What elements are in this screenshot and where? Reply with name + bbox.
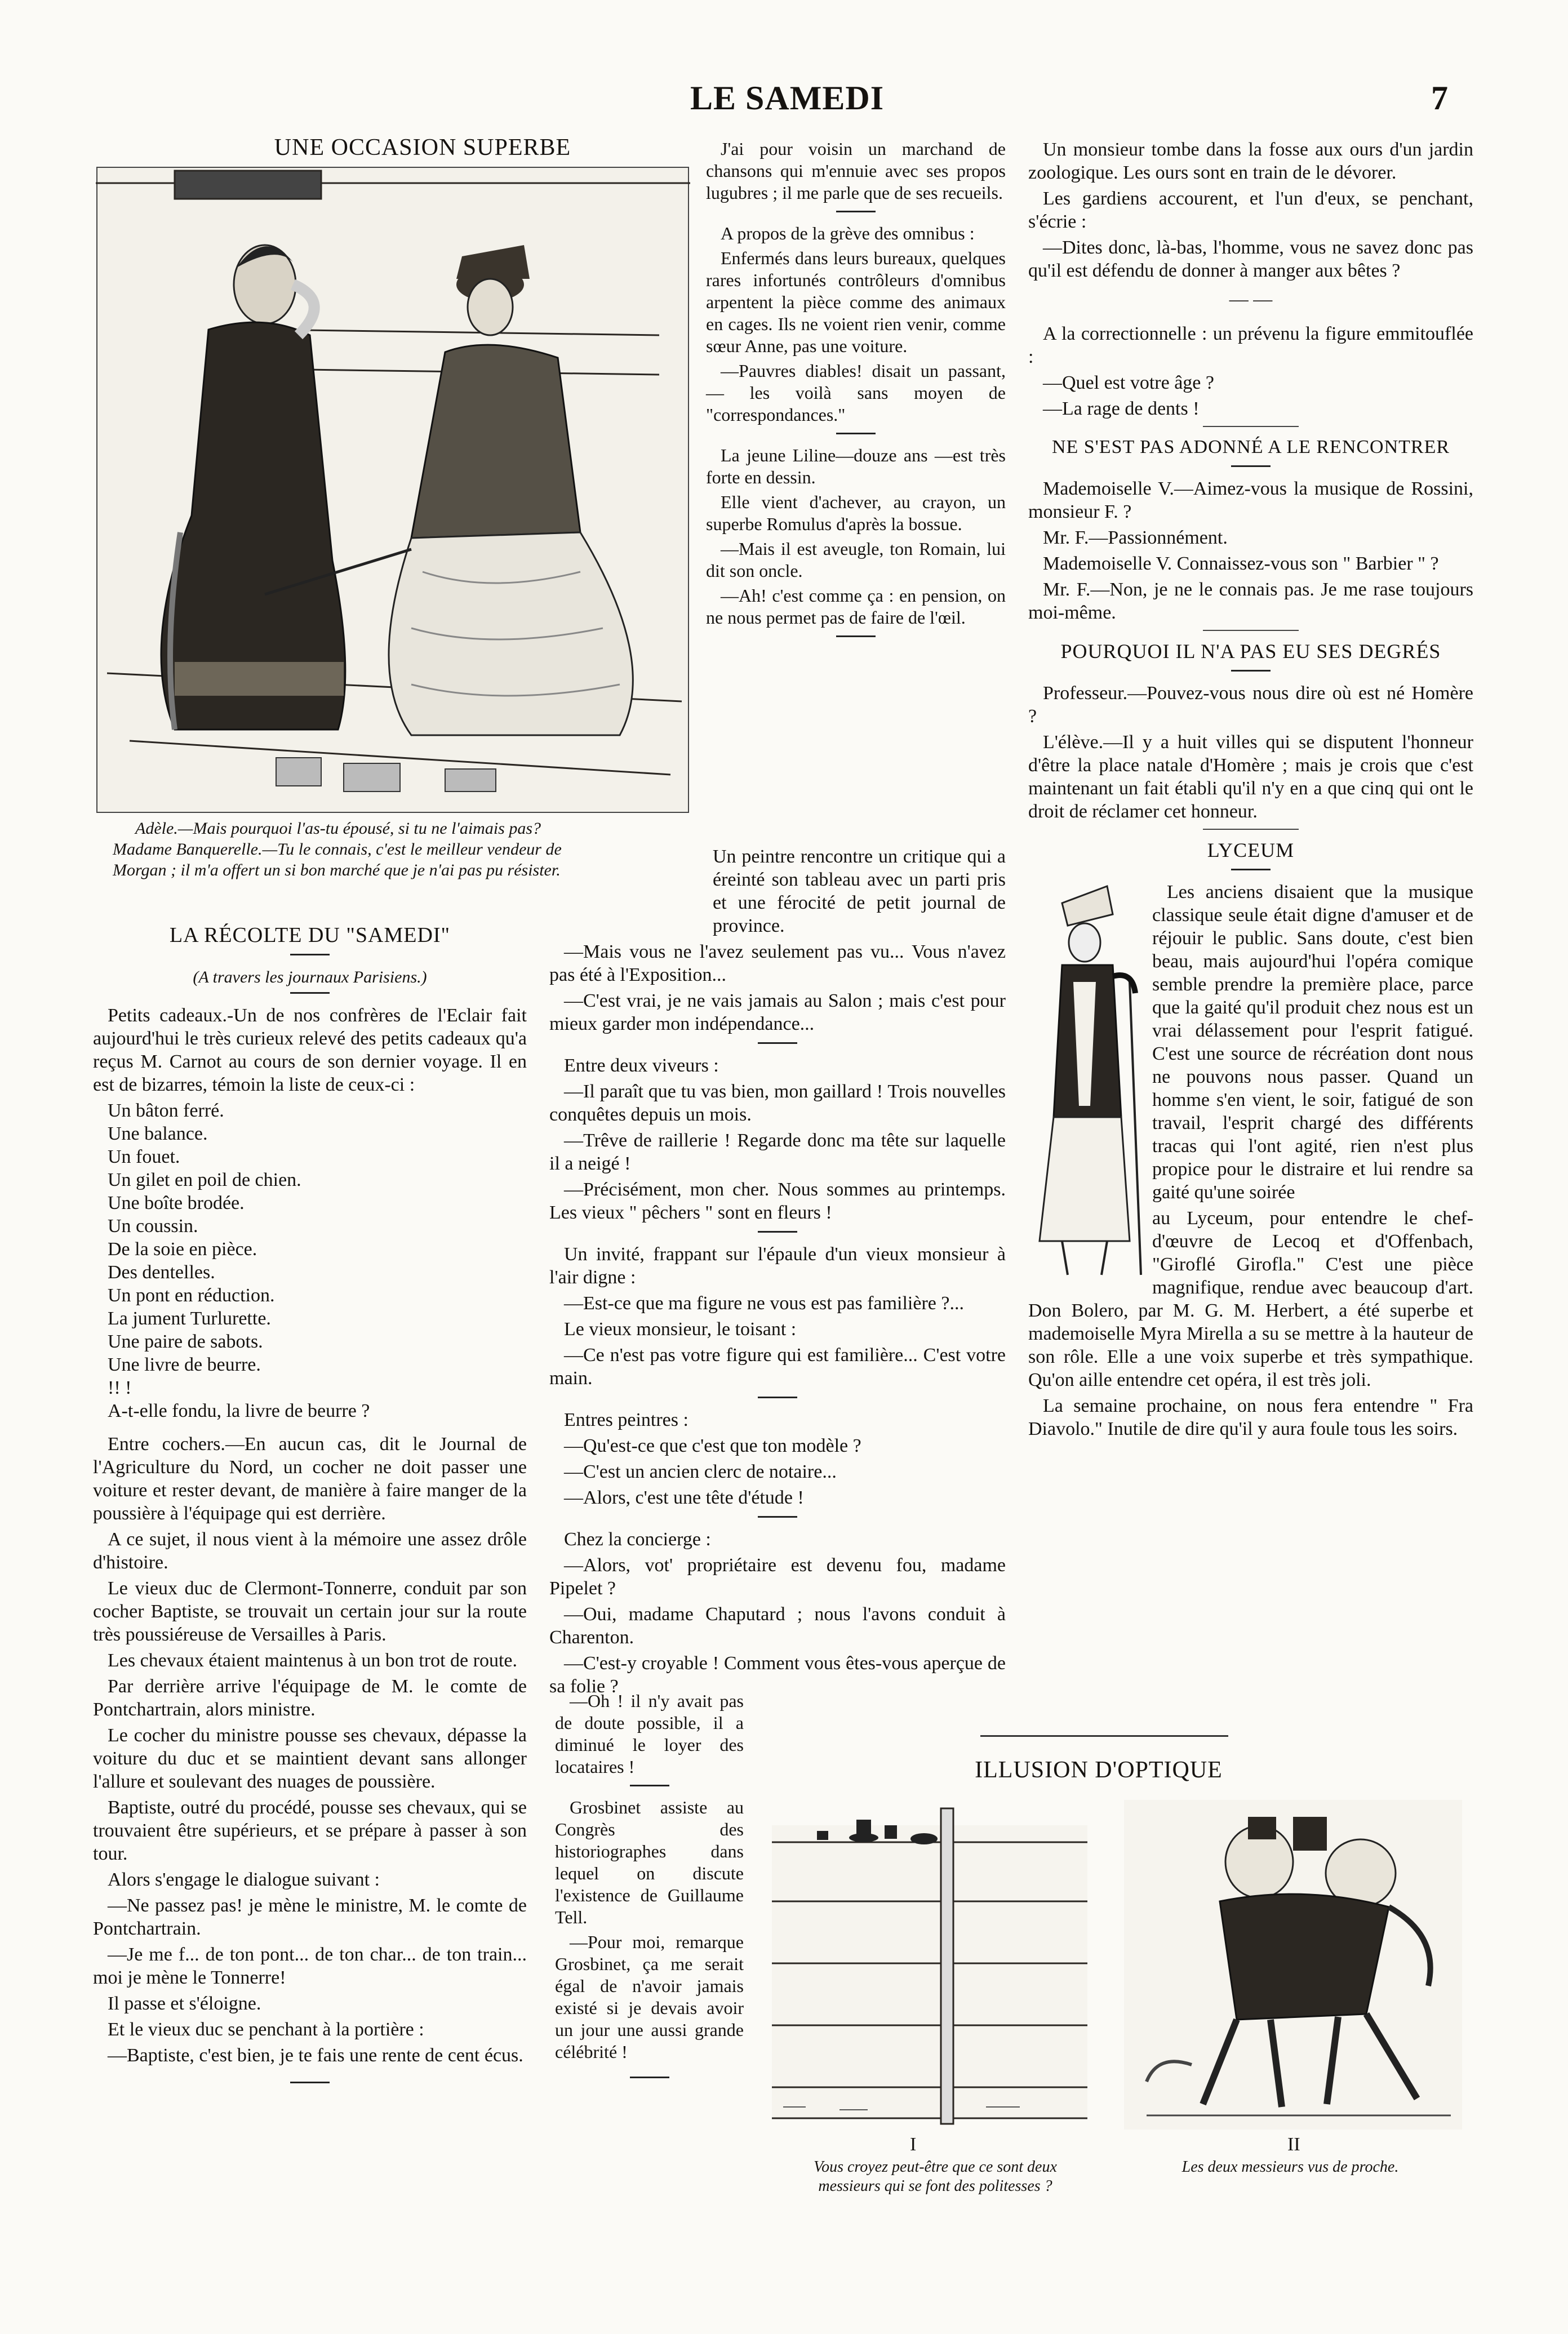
section-title-degres: POURQUOI IL N'A PAS EU SES DEGRÉS	[1060, 640, 1441, 663]
separator	[1203, 426, 1299, 427]
paragraph: A ce sujet, il nous vient à la mémoire une assez drôle d'histoire.	[93, 1529, 527, 1573]
paragraph: —Qu'est-ce que c'est que ton modèle ?	[564, 1435, 861, 1456]
paragraph: Enfermés dans leurs bureaux, quelques rares infortunés contrôleurs d'omnibus arpentent la pièce comme des animaux en cages. Ils ne voient rien venir, comme sœur Anne, pas une voiture.	[706, 248, 1006, 356]
paragraph: Par derrière arrive l'équipage de M. le comte de Pontchartrain, alors ministre.	[93, 1676, 527, 1720]
list-item: Une boîte brodée.	[108, 1193, 245, 1213]
paragraph: —C'est un ancien clerc de notaire...	[564, 1461, 837, 1482]
paragraph: —Précisément, mon cher. Nous sommes au printemps. Les vieux " pêchers " sont en fleurs !	[549, 1179, 1006, 1223]
paragraph: Mr. F.—Passionnément.	[1043, 527, 1228, 548]
separator: — —	[1229, 289, 1273, 310]
separator	[758, 1516, 797, 1518]
separator	[1231, 670, 1271, 672]
paragraph: Le cocher du ministre pousse ses chevaux, dépasse la voiture du duc et se maintient devant sans allonger l'allure et soulevant des nuages de poussière.	[93, 1725, 527, 1792]
paragraph: —Il paraît que tu vas bien, mon gaillard ! Trois nouvelles conquêtes depuis un mois.	[549, 1081, 1006, 1125]
woman-figure-icon	[1028, 881, 1147, 1286]
list-item: Une paire de sabots.	[108, 1331, 263, 1352]
paragraph: Les anciens disaient que la musique classique seule était digne d'amuser et de réjouir le public. Sans doute, c'est bien beau, mais aujourd'hui l'opéra comique semble prendre la première place, parce que la gaité qu'il produit chez nous est un vrai délassement pour l'esprit fatigué. C'est une source de récréation dont nous ne pouvons nous passer. Quand un homme s'en vient, le soir, fatigué de son travail, l'esprit chargé des différents tracas qui l'ont agité, rien n'est plus propice pour le distraire et lui rendre sa gaité qu'une soirée	[1152, 882, 1473, 1203]
list-item: Un bâton ferré.	[108, 1100, 224, 1121]
list-item: La jument Turlurette.	[108, 1308, 271, 1329]
caption-line: Adèle.—Mais pourquoi l'as-tu épousé, si tu ne l'aimais pas?	[135, 819, 541, 838]
paragraph: Le vieux duc de Clermont-Tonnerre, conduit par son cocher Baptiste, se trouvait un certain jour sur la route très poussiéreuse de Versailles à Paris.	[93, 1578, 527, 1645]
separator	[758, 1231, 797, 1233]
paragraph: —Mais il est aveugle, ton Romain, lui dit son oncle.	[706, 539, 1006, 581]
paragraph: Alors s'engage le dialogue suivant :	[108, 1869, 380, 1890]
column-recolte	[93, 924, 527, 2093]
paragraph: —Pauvres diables! disait un passant, — les voilà sans moyen de "correspondances."	[706, 361, 1006, 425]
paragraph: —Mais vous ne l'avez seulement pas vu... Vous n'avez pas été à l'Exposition...	[549, 941, 1006, 985]
paragraph: Grosbinet assiste au Congrès des historiographes dans lequel on discute l'existence de Guillaume Tell.	[555, 1797, 744, 1927]
caption-line: Madame Banquerelle.—Tu le connais, c'est le meilleur vendeur de	[113, 840, 562, 859]
list-item: Une balance.	[108, 1123, 208, 1144]
paragraph: —Alors, vot' propriétaire est devenu fou, madame Pipelet ?	[549, 1555, 1006, 1599]
paragraph: Les gardiens accourent, et l'un d'eux, se penchant, s'écrie :	[1028, 188, 1473, 232]
paragraph: —Oui, madame Chaputard ; nous l'avons conduit à Charenton.	[549, 1604, 1006, 1648]
paragraph: —Est-ce que ma figure ne vous est pas familière ?...	[564, 1293, 964, 1314]
separator	[758, 1397, 797, 1398]
list-item: Des dentelles.	[108, 1262, 215, 1283]
two-men-drawing-icon	[1124, 1800, 1462, 2130]
separator	[1231, 465, 1271, 467]
caption-line: messieurs qui se font des politesses ?	[818, 2177, 1052, 2195]
list-item: Un pont en réduction.	[108, 1285, 275, 1306]
paragraph: Un invité, frappant sur l'épaule d'un vieux monsieur à l'air digne :	[549, 1244, 1006, 1288]
column-middle-wide	[549, 845, 1006, 1701]
paragraph: Mademoiselle V.—Aimez-vous la musique de Rossini, monsieur F. ?	[1028, 478, 1473, 522]
caption-line: Vous croyez peut-être que ce sont deux	[814, 2158, 1057, 2176]
paragraph: Baptiste, outré du procédé, pousse ses chevaux, qui se trouvaient être supérieurs, et se prépare à passer à son tour.	[93, 1797, 527, 1864]
column-middle-upper	[706, 138, 1006, 647]
section-title-rencontrer: NE S'EST PAS ADONNÉ A LE RENCONTRER	[1051, 437, 1450, 457]
paragraph: —Baptiste, c'est bien, je te fais une rente de cent écus.	[108, 2045, 523, 2066]
list-item: Un gilet en poil de chien.	[108, 1170, 301, 1190]
paragraph: —Pour moi, remarque Grosbinet, ça me serait égal de n'avoir jamais existé si je devais avoir un jour une aussi grande célébrité !	[555, 1932, 744, 2062]
paragraph: Entres peintres :	[564, 1410, 689, 1430]
paragraph: Les chevaux étaient maintenus à un bon trot de route.	[108, 1650, 517, 1671]
separator	[836, 433, 876, 434]
list-item: Une livre de beurre.	[108, 1354, 261, 1375]
women-drawing-icon	[96, 166, 690, 814]
paragraph: Petits cadeaux.-Un de nos confrères de l'Eclair fait aujourd'hui le très curieux relevé des petits cadeaux qu'a reçus M. Carnot au cours de son dernier voyage. Il en est de bizarres, témoin la liste de ceux-ci :	[93, 1005, 527, 1095]
list-item: De la soie en pièce.	[108, 1239, 257, 1260]
recolte-title: LA RÉCOLTE DU "SAMEDI"	[169, 923, 451, 947]
paragraph: Elle vient d'achever, au crayon, un superbe Romulus d'après la bossue.	[706, 492, 1006, 534]
paragraph: —Quel est votre âge ?	[1043, 372, 1214, 393]
list-item: Un coussin.	[108, 1216, 198, 1237]
paragraph: L'élève.—Il y a huit villes qui se disputent l'honneur d'être la place natale d'Homère ; mais je crois que c'est maintenant un fait établi qu'il n'y en a que cinq qui ont le droit de réclamer cet honneur.	[1028, 732, 1473, 822]
paragraph: au Lyceum, pour entendre le chef-d'œuvre de Lecoq et d'Offenbach, "Giroflé Girofla." C'est une pièce magnifique, rendue avec beaucoup d'art. Don Bolero, par M. G. M. Herbert, a été superbe et mademoiselle Myra Mirella a su se mettre à la hauteur de son rôle. Elle a une voix superbe et très sympathique. Qu'on aille entendre cet opéra, il est très joli.	[1028, 1208, 1473, 1390]
separator	[836, 635, 876, 637]
illusion-panel-2	[1124, 1800, 1462, 2130]
paragraph: —La rage de dents !	[1043, 398, 1200, 419]
paragraph: Un peintre rencontre un critique qui a éreinté son tableau avec un parti pris et une férocité de petit journal de province.	[713, 846, 1006, 936]
illusion-label-1: I	[910, 2134, 917, 2155]
paragraph: —Dites donc, là-bas, l'homme, vous ne savez donc pas qu'il est défendu de donner à manger aux bêtes ?	[1028, 237, 1473, 281]
paragraph: —C'est-y croyable ! Comment vous êtes-vous aperçue de sa folie ?	[549, 1653, 1006, 1697]
separator	[290, 2082, 330, 2083]
separator	[758, 1042, 797, 1044]
paragraph: A la correctionnelle : un prévenu la figure emmitouflée :	[1028, 323, 1473, 367]
paragraph: —Ah! c'est comme ça : en pension, on ne nous permet pas de faire de l'œil.	[706, 585, 1006, 628]
separator	[290, 954, 330, 955]
paragraph: Mr. F.—Non, je ne le connais pas. Je me rase toujours moi-même.	[1028, 579, 1473, 623]
lyceum-figure	[1028, 881, 1147, 1286]
column-middle-lower	[555, 1690, 744, 2088]
paragraph: —Trêve de raillerie ! Regarde donc ma tête sur laquelle il a neigé !	[549, 1130, 1006, 1174]
section-title-lyceum: LYCEUM	[1207, 839, 1295, 861]
paragraph: Le vieux monsieur, le toisant :	[564, 1319, 797, 1340]
separator	[980, 1735, 1228, 1737]
illusion-label-2: II	[1287, 2134, 1300, 2155]
illusion-caption-1	[766, 2158, 1104, 2196]
list-item: Un fouet.	[108, 1146, 180, 1167]
illusion-title: ILLUSION D'OPTIQUE	[975, 1757, 1223, 1783]
separator	[1231, 869, 1271, 870]
paragraph: —Alors, c'est une tête d'étude !	[564, 1487, 804, 1508]
separator	[1203, 630, 1299, 631]
separator	[630, 2077, 669, 2078]
paragraph: —Ne passez pas! je mène le ministre, M. le comte de Pontchartrain.	[93, 1895, 527, 1939]
illusion-caption-2: Les deux messieurs vus de proche.	[1181, 2158, 1399, 2176]
page-number: 7	[1431, 79, 1449, 117]
paragraph: Il passe et s'éloigne.	[108, 1993, 261, 2014]
fence-drawing-icon	[772, 1803, 1087, 2130]
separator	[1203, 829, 1299, 830]
paragraph: Un monsieur tombe dans la fosse aux ours d'un jardin zoologique. Les ours sont en train de le dévorer.	[1028, 139, 1473, 183]
page-header-title: LE SAMEDI	[690, 79, 885, 117]
list-item: A-t-elle fondu, la livre de beurre ?	[108, 1401, 370, 1421]
illustration-two-women	[96, 166, 690, 814]
paragraph: —C'est vrai, je ne vais jamais au Salon ; mais c'est pour mieux garder mon indépendance...	[549, 990, 1006, 1034]
paragraph: J'ai pour voisin un marchand de chansons qui m'ennuie avec ses propos lugubres ; il me parle que de ses recueils.	[706, 139, 1006, 203]
paragraph: —Ce n'est pas votre figure qui est familière... C'est votre main.	[549, 1345, 1006, 1389]
list-item: !! !	[108, 1377, 132, 1398]
paragraph: Professeur.—Pouvez-vous nous dire où est né Homère ?	[1028, 683, 1473, 727]
paragraph: Et le vieux duc se penchant à la portière :	[108, 2019, 424, 2040]
column-right	[1028, 138, 1473, 1443]
illusion-panel-1	[772, 1803, 1087, 2130]
paragraph: La semaine prochaine, on nous fera entendre " Fra Diavolo." Inutile de dire qu'il y aura foule tous les soirs.	[1028, 1395, 1473, 1439]
separator	[290, 992, 330, 994]
separator	[836, 211, 876, 212]
paragraph: La jeune Liline—douze ans —est très forte en dessin.	[706, 445, 1006, 487]
separator	[630, 1785, 669, 1786]
paragraph: Mademoiselle V. Connaissez-vous son " Barbier " ?	[1043, 553, 1439, 574]
illustration-title: UNE OCCASION SUPERBE	[274, 135, 571, 161]
paragraph: Entre cochers.—En aucun cas, dit le Journal de l'Agriculture du Nord, un cocher ne doit passer une voiture et rester devant, de manière à faire manger de la poussière à l'équipage qui est derrière.	[93, 1434, 527, 1524]
caption-line: Morgan ; il m'a offert un si bon marché que je n'ai pas pu résister.	[113, 861, 561, 879]
paragraph: A propos de la grève des omnibus :	[721, 223, 975, 243]
paragraph: —Oh ! il n'y avait pas de doute possible, il a diminué le loyer des locataires !	[555, 1691, 744, 1777]
paragraph: Chez la concierge :	[564, 1529, 711, 1550]
recolte-subtitle: (A travers les journaux Parisiens.)	[193, 968, 427, 986]
paragraph: —Je me f... de ton pont... de ton char... de ton train... moi je mène le Tonnerre!	[93, 1944, 527, 1988]
paragraph: Entre deux viveurs :	[564, 1055, 719, 1076]
